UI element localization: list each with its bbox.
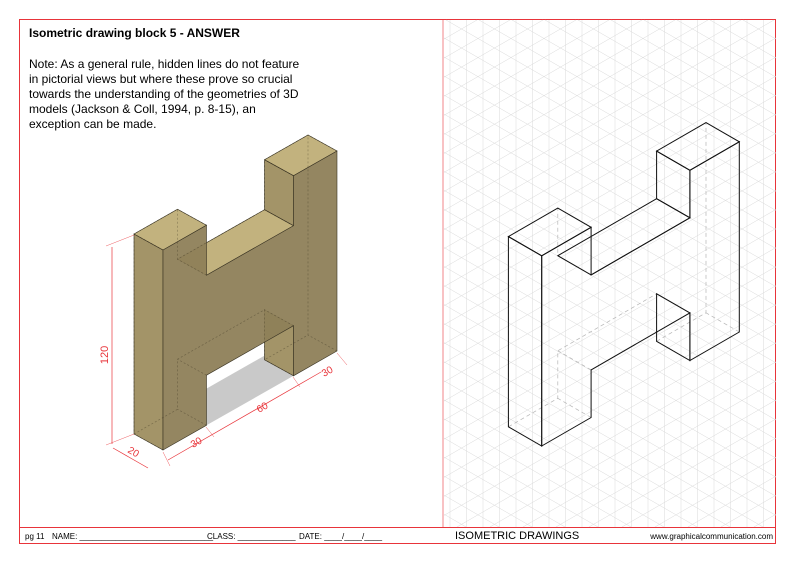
dim-extension-line <box>337 353 347 365</box>
left-side-face <box>134 234 163 450</box>
hidden-depth-edge <box>558 398 591 417</box>
page-title: Isometric drawing block 5 - ANSWER <box>29 26 240 40</box>
grid-lines <box>444 20 776 527</box>
class-field: CLASS: _____________ <box>207 532 296 541</box>
footer <box>19 527 776 544</box>
page-number: pg 11 <box>25 532 45 541</box>
dim-left-width-label: 30 <box>189 435 205 451</box>
isometric-grid <box>444 20 776 527</box>
dim-right-width-label: 30 <box>320 364 336 380</box>
left-side-face-edges <box>508 237 541 446</box>
website-url: www.graphicalcommunication.com <box>650 532 773 541</box>
dim-extension-line <box>106 235 134 246</box>
name-field: NAME: ______________________________ <box>52 532 214 541</box>
brand-title: ISOMETRIC DRAWINGS <box>455 530 580 542</box>
hidden-depth-edge <box>558 351 591 370</box>
dim-extension-line <box>106 434 134 445</box>
dim-extension-line <box>293 377 300 387</box>
left-top-face-edges <box>508 208 591 256</box>
dim-depth-label: 20 <box>125 445 141 461</box>
front-face <box>163 151 337 450</box>
shaded-isometric-model <box>134 135 337 450</box>
dim-height-label: 120 <box>99 345 111 365</box>
hidden-depth-edge <box>706 313 739 332</box>
note-text: Note: As a general rule, hidden lines do not feature in pictorial views but where these prove so crucial towards the understanding of the geometries of 3D models (Jackson & Coll, 1994, p. 8-15), an exception can be made. <box>29 57 300 131</box>
dim-middle-width-label: 60 <box>255 400 271 416</box>
dim-extension-line <box>163 452 170 466</box>
inner-side-face-lower-edges <box>657 294 690 361</box>
date-field: DATE: ____/____/____ <box>299 532 383 541</box>
